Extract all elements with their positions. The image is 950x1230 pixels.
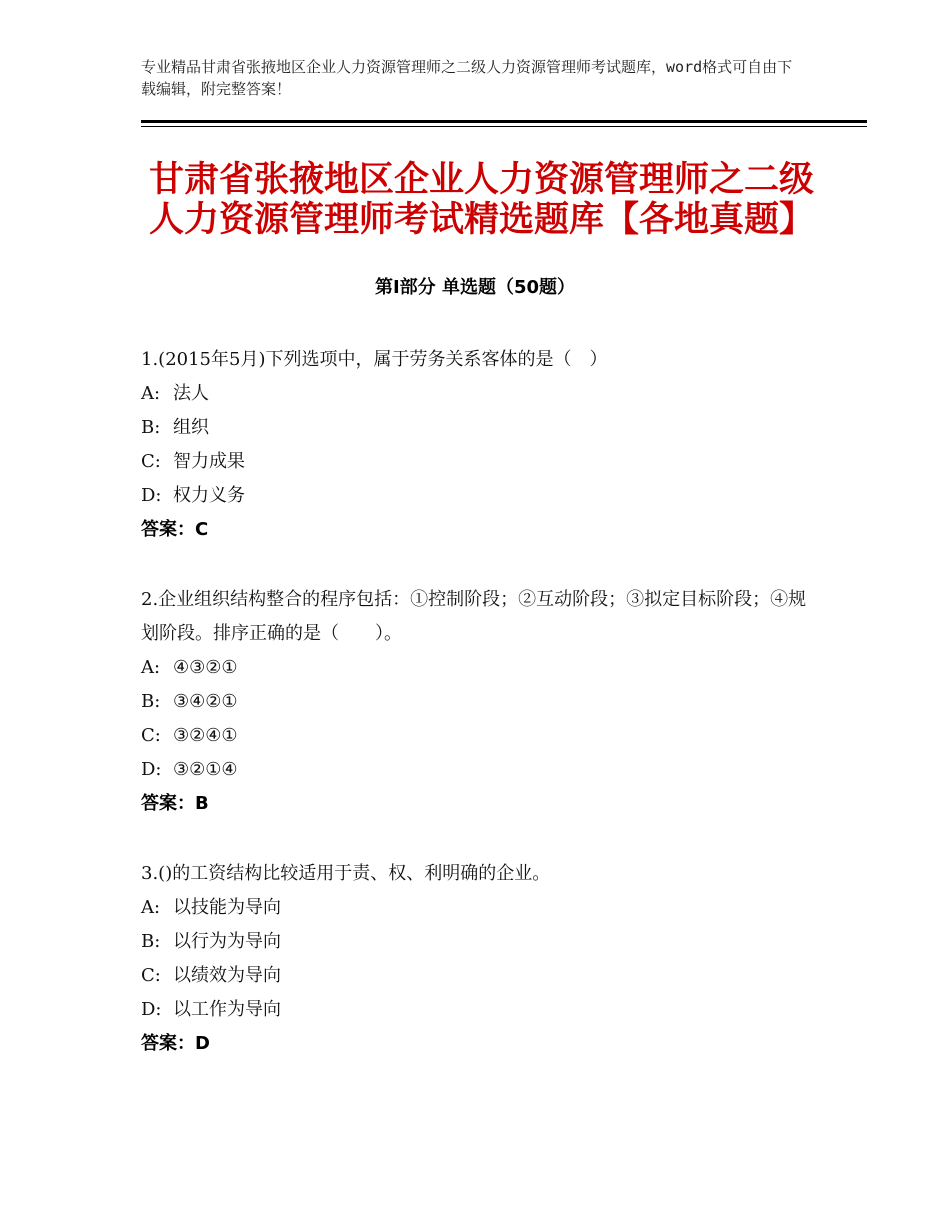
option-letter: C: <box>141 725 161 746</box>
header-rule-thin <box>141 126 867 127</box>
option-c <box>141 719 821 753</box>
option-letter: D: <box>141 999 162 1020</box>
option-text: 以技能为导向 <box>173 897 281 918</box>
option-text: 智力成果 <box>173 451 245 472</box>
option-text: 法人 <box>173 383 209 404</box>
question-stem: 3.()的工资结构比较适用于责、权、利明确的企业。 <box>141 863 551 884</box>
question-3 <box>141 857 821 1061</box>
header-rule-thick <box>141 120 867 123</box>
option-letter: C: <box>141 451 161 472</box>
document-title: 甘肃省张掖地区企业人力资源管理师之二级人力资源管理师考试精选题库【各地真题】 <box>149 160 815 240</box>
option-letter: B: <box>141 417 161 438</box>
option-a <box>141 377 821 411</box>
option-b <box>141 685 821 719</box>
answer-line: 答案：D <box>141 1033 210 1054</box>
option-d <box>141 753 821 787</box>
question-1 <box>141 343 821 547</box>
option-text: 权力义务 <box>173 485 245 506</box>
option-d <box>141 479 821 513</box>
option-b <box>141 411 821 445</box>
option-d <box>141 993 821 1027</box>
option-letter: D: <box>141 759 162 780</box>
question-stem: 2.企业组织结构整合的程序包括：①控制阶段；②互动阶段；③拟定目标阶段；④规划阶段。排序正确的是（ ）。 <box>141 589 807 644</box>
question-stem: 1.(2015年5月)下列选项中，属于劳务关系客体的是（ ） <box>141 349 608 370</box>
option-letter: D: <box>141 485 162 506</box>
option-a <box>141 891 821 925</box>
option-c <box>141 445 821 479</box>
option-text: ③④②① <box>173 691 238 712</box>
header-note: 专业精品甘肃省张掖地区企业人力资源管理师之二级人力资源管理师考试题库，word格式可自由下载编辑，附完整答案！ <box>141 58 793 98</box>
option-text: ③②④① <box>173 725 238 746</box>
section-title: 第Ⅰ部分 单选题（50题） <box>374 277 575 298</box>
option-text: 以行为为导向 <box>173 931 281 952</box>
option-letter: B: <box>141 691 161 712</box>
question-list <box>141 343 821 1097</box>
answer-line: 答案：B <box>141 793 209 814</box>
option-text: 以工作为导向 <box>173 999 281 1020</box>
option-text: 组织 <box>173 417 209 438</box>
option-b <box>141 925 821 959</box>
option-text: ③②①④ <box>173 759 238 780</box>
option-text: ④③②① <box>173 657 238 678</box>
option-text: 以绩效为导向 <box>173 965 281 986</box>
option-letter: C: <box>141 965 161 986</box>
option-letter: A: <box>141 897 161 918</box>
option-c <box>141 959 821 993</box>
option-letter: B: <box>141 931 161 952</box>
option-letter: A: <box>141 657 161 678</box>
option-letter: A: <box>141 383 161 404</box>
answer-line: 答案：C <box>141 519 209 540</box>
question-2 <box>141 583 821 821</box>
option-a <box>141 651 821 685</box>
